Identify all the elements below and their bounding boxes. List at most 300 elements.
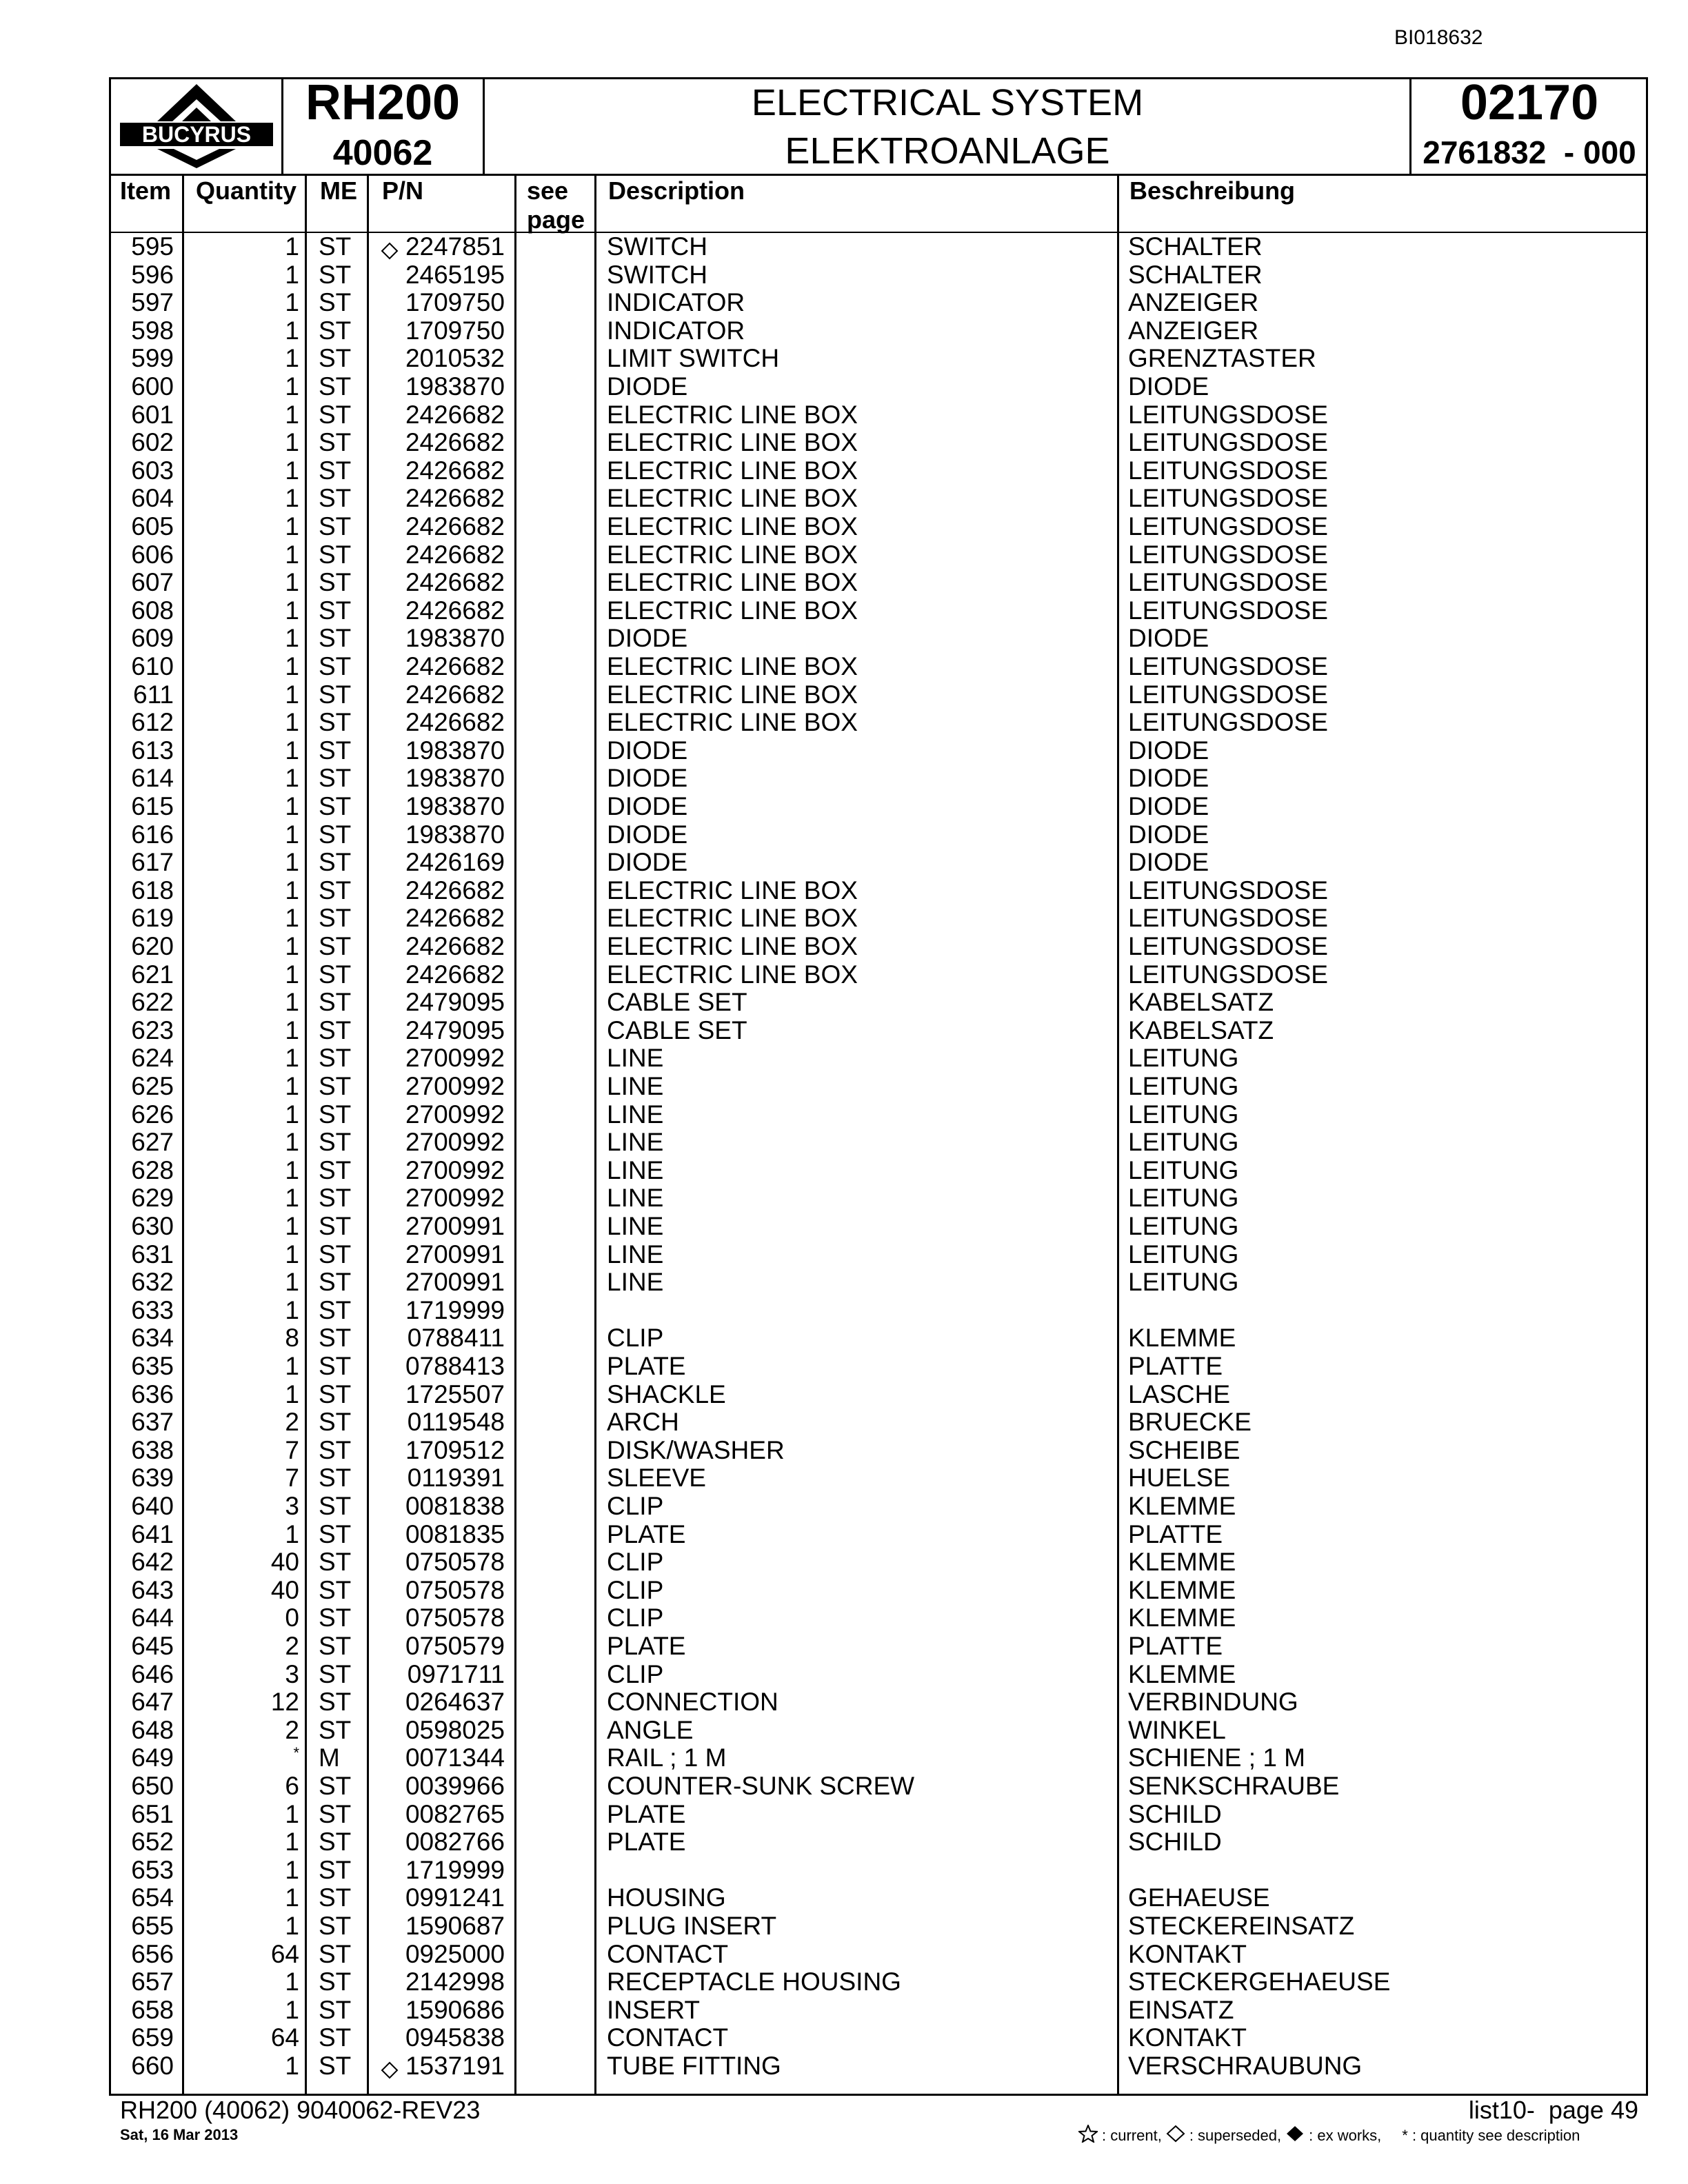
cell-me: ST: [319, 1548, 352, 1577]
cell-item: 647: [131, 1688, 174, 1717]
cell-beschreibung: LEITUNGSDOSE: [1128, 652, 1328, 680]
table-row: [0, 1688, 1688, 1717]
cell-pn: 1709512: [405, 1435, 505, 1464]
cell-me: ST: [319, 1855, 352, 1884]
cell-pn: 1590686: [405, 1995, 505, 2024]
table-row: [0, 1801, 1688, 1829]
cell-pn: 2426682: [405, 680, 505, 709]
table-row: [0, 1493, 1688, 1521]
cell-quantity: 1: [285, 1912, 299, 1940]
table-row: [0, 401, 1688, 429]
cell-me: ST: [319, 624, 352, 653]
cell-beschreibung: WINKEL: [1128, 1715, 1226, 1744]
legend-current: : current,: [1102, 2127, 1162, 2144]
cell-quantity: 1: [285, 568, 299, 597]
cell-item: 628: [131, 1155, 174, 1184]
cell-beschreibung: PLATTE: [1128, 1519, 1223, 1548]
cell-item: 658: [131, 1995, 174, 2024]
cell-description: COUNTER-SUNK SCREW: [607, 1772, 915, 1800]
table-row: [0, 961, 1688, 989]
cell-me: ST: [319, 596, 352, 625]
cell-quantity: 7: [285, 1435, 299, 1464]
cell-description: SWITCH: [607, 260, 707, 289]
cell-me: ST: [319, 988, 352, 1017]
cell-beschreibung: LEITUNGSDOSE: [1128, 428, 1328, 457]
cell-description: ELECTRIC LINE BOX: [607, 512, 858, 540]
cell-quantity: 1: [285, 484, 299, 513]
cell-pn: 2700991: [405, 1240, 505, 1268]
table-row: [0, 877, 1688, 905]
cell-pn: 2700992: [405, 1155, 505, 1184]
cell-pn: 2465195: [405, 260, 505, 289]
cell-pn: 0945838: [405, 2023, 505, 2052]
cell-description: CLIP: [607, 1548, 664, 1577]
cell-beschreibung: LEITUNG: [1128, 1268, 1239, 1297]
cell-quantity: 1: [285, 1100, 299, 1129]
cell-pn: 1983870: [405, 764, 505, 793]
table-row: [0, 1184, 1688, 1213]
cell-pn: 2700992: [405, 1044, 505, 1073]
cell-me: ST: [319, 2052, 352, 2080]
cell-beschreibung: SCHILD: [1128, 1799, 1222, 1828]
cell-quantity: 1: [285, 540, 299, 569]
cell-item: 622: [131, 988, 174, 1017]
cell-description: CONNECTION: [607, 1688, 778, 1717]
cell-beschreibung: SCHEIBE: [1128, 1435, 1240, 1464]
cell-pn: 0264637: [405, 1688, 505, 1717]
cell-description: PLATE: [607, 1632, 686, 1660]
cell-me: ST: [319, 260, 352, 289]
cell-pn: 2426682: [405, 708, 505, 737]
cell-quantity: 1: [285, 1968, 299, 1996]
cell-beschreibung: KLEMME: [1128, 1575, 1236, 1604]
cell-beschreibung: LEITUNGSDOSE: [1128, 932, 1328, 960]
cell-me: ST: [319, 1575, 352, 1604]
cell-beschreibung: DIODE: [1128, 820, 1209, 849]
cell-me: ST: [319, 568, 352, 597]
table-row: [0, 541, 1688, 569]
cell-quantity: 1: [285, 848, 299, 877]
cell-item: 610: [131, 652, 174, 680]
cell-beschreibung: KLEMME: [1128, 1548, 1236, 1577]
legend-quantity: * : quantity see description: [1402, 2127, 1580, 2144]
footer-reference: RH200 (40062) 9040062-REV23: [120, 2096, 481, 2124]
cell-pn: 2426682: [405, 512, 505, 540]
cell-item: 625: [131, 1072, 174, 1100]
cell-pn: 2142998: [405, 1968, 505, 1996]
cell-item: 627: [131, 1128, 174, 1157]
cell-pn: 0750578: [405, 1575, 505, 1604]
table-row: [0, 1408, 1688, 1437]
cell-beschreibung: DIODE: [1128, 764, 1209, 793]
cell-quantity: 64: [270, 1939, 299, 1968]
table-row: [0, 1017, 1688, 1045]
cell-description: ARCH: [607, 1408, 679, 1437]
cell-pn: 2426682: [405, 876, 505, 904]
table-row: [0, 681, 1688, 709]
cell-item: 612: [131, 708, 174, 737]
cell-description: RAIL ; 1 M: [607, 1743, 727, 1772]
cell-description: DIODE: [607, 736, 688, 765]
table-row: [0, 989, 1688, 1017]
cell-item: 607: [131, 568, 174, 597]
cell-description: ELECTRIC LINE BOX: [607, 652, 858, 680]
table-row: [0, 849, 1688, 877]
table-row: [0, 1437, 1688, 1465]
cell-beschreibung: DIODE: [1128, 792, 1209, 820]
cell-description: LINE: [607, 1128, 664, 1157]
cell-beschreibung: PLATTE: [1128, 1632, 1223, 1660]
cell-pn: 0039966: [405, 1772, 505, 1800]
cell-quantity: 3: [285, 1492, 299, 1520]
cell-item: 598: [131, 316, 174, 345]
table-row: [0, 597, 1688, 625]
cell-quantity: 2: [285, 1715, 299, 1744]
table-row: [0, 1213, 1688, 1241]
cell-item: 629: [131, 1184, 174, 1213]
table-row: [0, 1353, 1688, 1381]
cell-pn: 1709750: [405, 288, 505, 317]
cell-item: 653: [131, 1855, 174, 1884]
cell-quantity: 1: [285, 792, 299, 820]
legend-superseded: : superseded,: [1189, 2127, 1282, 2144]
table-row: [0, 1857, 1688, 1885]
superseded-diamond-icon: [381, 2057, 399, 2085]
cell-me: ST: [319, 1799, 352, 1828]
cell-quantity: 1: [285, 1519, 299, 1548]
cell-beschreibung: KABELSATZ: [1128, 988, 1274, 1017]
cell-description: CLIP: [607, 1604, 664, 1632]
cell-beschreibung: STECKERGEHAEUSE: [1128, 1968, 1391, 1996]
table-row: [0, 1044, 1688, 1073]
cell-pn: 2426169: [405, 848, 505, 877]
cell-quantity: 1: [285, 680, 299, 709]
cell-item: 640: [131, 1492, 174, 1520]
cell-me: ST: [319, 1632, 352, 1660]
table-row: [0, 233, 1688, 261]
table-row: [0, 793, 1688, 821]
cell-beschreibung: LEITUNG: [1128, 1128, 1239, 1157]
table-row: [0, 569, 1688, 597]
table-row: [0, 2052, 1688, 2081]
cell-quantity: 40: [270, 1548, 299, 1577]
cell-quantity: 1: [285, 1799, 299, 1828]
cell-me: ST: [319, 1044, 352, 1073]
cell-description: ELECTRIC LINE BOX: [607, 680, 858, 709]
cell-item: 621: [131, 960, 174, 989]
cell-me: ST: [319, 1072, 352, 1100]
cell-pn: 2700991: [405, 1212, 505, 1240]
cell-pn: 2700992: [405, 1184, 505, 1213]
cell-beschreibung: LEITUNGSDOSE: [1128, 456, 1328, 485]
cell-beschreibung: LASCHE: [1128, 1379, 1231, 1408]
table-row: [0, 1661, 1688, 1689]
cell-beschreibung: KONTAKT: [1128, 1939, 1247, 1968]
cell-me: ST: [319, 1352, 352, 1380]
cell-item: 596: [131, 260, 174, 289]
cell-item: 605: [131, 512, 174, 540]
cell-beschreibung: KLEMME: [1128, 1492, 1236, 1520]
cell-quantity: 1: [285, 1072, 299, 1100]
cell-quantity: 1: [285, 876, 299, 904]
title-german: ELEKTROANLAGE: [785, 130, 1110, 172]
cell-me: ST: [319, 1715, 352, 1744]
cell-me: ST: [319, 484, 352, 513]
col-header-quantity: Quantity: [196, 176, 297, 205]
cell-me: ST: [319, 1100, 352, 1129]
cell-me: ST: [319, 736, 352, 765]
cell-beschreibung: LEITUNG: [1128, 1184, 1239, 1213]
cell-item: 595: [131, 232, 174, 261]
cell-item: 633: [131, 1295, 174, 1324]
header-bottom-rule: [109, 174, 1648, 176]
cell-item: 648: [131, 1715, 174, 1744]
cell-beschreibung: DIODE: [1128, 372, 1209, 401]
cell-me: ST: [319, 1128, 352, 1157]
table-row: [0, 1912, 1688, 1941]
cell-beschreibung: SCHALTER: [1128, 260, 1263, 289]
cell-me: M: [319, 1743, 340, 1772]
cell-description: INDICATOR: [607, 316, 745, 345]
cell-quantity: 1: [285, 652, 299, 680]
logo-text: BUCYRUS: [141, 122, 252, 147]
cell-quantity: 1: [285, 1828, 299, 1857]
cell-item: 654: [131, 1883, 174, 1912]
model-name: RH200: [305, 75, 461, 130]
cell-beschreibung: HUELSE: [1128, 1464, 1231, 1493]
cell-pn: 2426682: [405, 904, 505, 933]
cell-beschreibung: LEITUNGSDOSE: [1128, 960, 1328, 989]
cell-item: 631: [131, 1240, 174, 1268]
cell-beschreibung: DIODE: [1128, 624, 1209, 653]
cell-me: ST: [319, 1015, 352, 1044]
cell-pn: 2426682: [405, 596, 505, 625]
cell-item: 611: [133, 680, 174, 709]
title-english: ELECTRICAL SYSTEM: [751, 82, 1144, 123]
table-row: [0, 289, 1688, 317]
cell-quantity: 2: [285, 1408, 299, 1437]
cell-beschreibung: LEITUNGSDOSE: [1128, 484, 1328, 513]
cell-item: 635: [131, 1352, 174, 1380]
cell-quantity: 1: [285, 1995, 299, 2024]
cell-pn: 0119548: [407, 1408, 505, 1437]
model-number: 40062: [332, 133, 433, 173]
cell-description: SWITCH: [607, 232, 707, 261]
cell-me: ST: [319, 400, 352, 429]
cell-pn: 1709750: [405, 316, 505, 345]
cell-beschreibung: SCHIENE ; 1 M: [1128, 1743, 1305, 1772]
cell-quantity: 1: [285, 764, 299, 793]
cell-me: ST: [319, 540, 352, 569]
col-header-pn: P/N: [382, 176, 424, 205]
cell-item: 649: [131, 1743, 174, 1772]
cell-me: ST: [319, 1379, 352, 1408]
cell-pn: 2426682: [405, 484, 505, 513]
header-divider-3: [1409, 77, 1411, 175]
group-number: 02170: [1460, 75, 1599, 130]
cell-item: 604: [131, 484, 174, 513]
cell-quantity: 1: [285, 596, 299, 625]
cell-description: DIODE: [607, 848, 688, 877]
cell-me: ST: [319, 848, 352, 877]
cell-quantity: 1: [285, 1015, 299, 1044]
cell-quantity: 1: [285, 288, 299, 317]
cell-pn: 2426682: [405, 456, 505, 485]
cell-quantity: 1: [285, 1212, 299, 1240]
cell-item: 636: [131, 1379, 174, 1408]
cell-me: ST: [319, 1184, 352, 1213]
cell-description: CLIP: [607, 1575, 664, 1604]
cell-quantity: 1: [285, 820, 299, 849]
cell-pn: 2426682: [405, 960, 505, 989]
cell-me: ST: [319, 1659, 352, 1688]
cell-description: LINE: [607, 1268, 664, 1297]
cell-pn: 0750579: [405, 1632, 505, 1660]
cell-pn: 1725507: [405, 1379, 505, 1408]
cell-quantity: 1: [285, 512, 299, 540]
cell-description: LINE: [607, 1212, 664, 1240]
cell-me: ST: [319, 876, 352, 904]
cell-quantity: 1: [285, 1883, 299, 1912]
cell-beschreibung: DIODE: [1128, 736, 1209, 765]
cell-beschreibung: LEITUNGSDOSE: [1128, 400, 1328, 429]
cell-beschreibung: LEITUNGSDOSE: [1128, 680, 1328, 709]
cell-quantity: 1: [285, 372, 299, 401]
cell-quantity: 64: [270, 2023, 299, 2052]
table-row: [0, 1268, 1688, 1297]
cell-me: ST: [319, 960, 352, 989]
cell-quantity: 1: [285, 400, 299, 429]
table-row: [0, 1297, 1688, 1325]
drawing-number: 2761832 - 000: [1423, 134, 1636, 170]
cell-description: CLIP: [607, 1492, 664, 1520]
cell-quantity: 1: [285, 428, 299, 457]
diamond-outline-icon: [1166, 2125, 1185, 2147]
cell-description: PLATE: [607, 1352, 686, 1380]
cell-quantity: 1: [285, 960, 299, 989]
cell-pn: 2426682: [405, 568, 505, 597]
cell-item: 652: [131, 1828, 174, 1857]
footer-date: Sat, 16 Mar 2013: [120, 2126, 239, 2143]
table-row: [0, 1521, 1688, 1549]
cell-item: 634: [131, 1324, 174, 1353]
cell-beschreibung: KABELSATZ: [1128, 1015, 1274, 1044]
cell-description: PLUG INSERT: [607, 1912, 777, 1940]
cell-quantity: 1: [285, 1295, 299, 1324]
cell-pn: 2479095: [405, 988, 505, 1017]
cell-item: 637: [131, 1408, 174, 1437]
cell-me: ST: [319, 820, 352, 849]
cell-me: ST: [319, 1939, 352, 1968]
cell-item: 616: [131, 820, 174, 849]
table-row: [0, 485, 1688, 513]
cell-pn: 0071344: [405, 1743, 505, 1772]
table-row: [0, 625, 1688, 653]
cell-pn: 0991241: [405, 1883, 505, 1912]
cell-pn: 1537191: [405, 2052, 505, 2080]
cell-me: ST: [319, 1295, 352, 1324]
cell-item: 646: [131, 1659, 174, 1688]
cell-description: PLATE: [607, 1828, 686, 1857]
cell-description: SLEEVE: [607, 1464, 706, 1493]
cell-pn: 0750578: [405, 1548, 505, 1577]
table-row: [0, 1744, 1688, 1772]
table-row: [0, 317, 1688, 345]
cell-pn: 1719999: [405, 1855, 505, 1884]
table-row: [0, 821, 1688, 849]
cell-beschreibung: LEITUNG: [1128, 1155, 1239, 1184]
cell-pn: 2700992: [405, 1128, 505, 1157]
footer-page: list10- page 49: [1468, 2096, 1638, 2124]
cell-item: 620: [131, 932, 174, 960]
cell-description: LINE: [607, 1100, 664, 1129]
cell-description: ELECTRIC LINE BOX: [607, 456, 858, 485]
cell-me: ST: [319, 1828, 352, 1857]
cell-pn: 0925000: [405, 1939, 505, 1968]
cell-description: DISK/WASHER: [607, 1435, 785, 1464]
table-row: [0, 1577, 1688, 1605]
cell-me: ST: [319, 1883, 352, 1912]
cell-item: 619: [131, 904, 174, 933]
bucyrus-logo: [116, 80, 277, 171]
col-header-see: see: [527, 176, 569, 205]
table-row: [0, 1717, 1688, 1745]
cell-me: ST: [319, 456, 352, 485]
cell-me: ST: [319, 1688, 352, 1717]
table-row: [0, 933, 1688, 961]
cell-pn: 0081838: [405, 1492, 505, 1520]
cell-me: ST: [319, 708, 352, 737]
cell-description: DIODE: [607, 764, 688, 793]
col-header-me: ME: [320, 176, 357, 205]
cell-item: 655: [131, 1912, 174, 1940]
col-header-beschreibung: Beschreibung: [1129, 176, 1296, 205]
cell-description: LINE: [607, 1072, 664, 1100]
cell-description: DIODE: [607, 372, 688, 401]
table-row: [0, 1884, 1688, 1912]
cell-pn: 1719999: [405, 1295, 505, 1324]
legend-exworks: : ex works,: [1309, 2127, 1382, 2144]
cell-quantity: 1: [285, 624, 299, 653]
cell-quantity: 12: [270, 1688, 299, 1717]
cell-item: 606: [131, 540, 174, 569]
cell-quantity: 1: [285, 932, 299, 960]
table-row: [0, 345, 1688, 373]
cell-me: ST: [319, 1464, 352, 1493]
col-header-page: page: [527, 205, 585, 234]
cell-description: PLATE: [607, 1519, 686, 1548]
cell-beschreibung: BRUECKE: [1128, 1408, 1252, 1437]
cell-me: ST: [319, 2023, 352, 2052]
cell-beschreibung: GEHAEUSE: [1128, 1883, 1270, 1912]
col-header-item: Item: [120, 176, 172, 205]
cell-item: 613: [131, 736, 174, 765]
cell-beschreibung: KLEMME: [1128, 1324, 1236, 1353]
cell-pn: 2426682: [405, 540, 505, 569]
cell-item: 641: [131, 1519, 174, 1548]
cell-item: 603: [131, 456, 174, 485]
cell-pn: 0082765: [405, 1799, 505, 1828]
cell-quantity: 1: [285, 1128, 299, 1157]
cell-me: ST: [319, 372, 352, 401]
cell-item: 630: [131, 1212, 174, 1240]
cell-item: 597: [131, 288, 174, 317]
cell-beschreibung: KONTAKT: [1128, 2023, 1247, 2052]
cell-quantity: 7: [285, 1464, 299, 1493]
cell-item: 639: [131, 1464, 174, 1493]
cell-pn: 1983870: [405, 736, 505, 765]
cell-quantity: 1: [285, 232, 299, 261]
